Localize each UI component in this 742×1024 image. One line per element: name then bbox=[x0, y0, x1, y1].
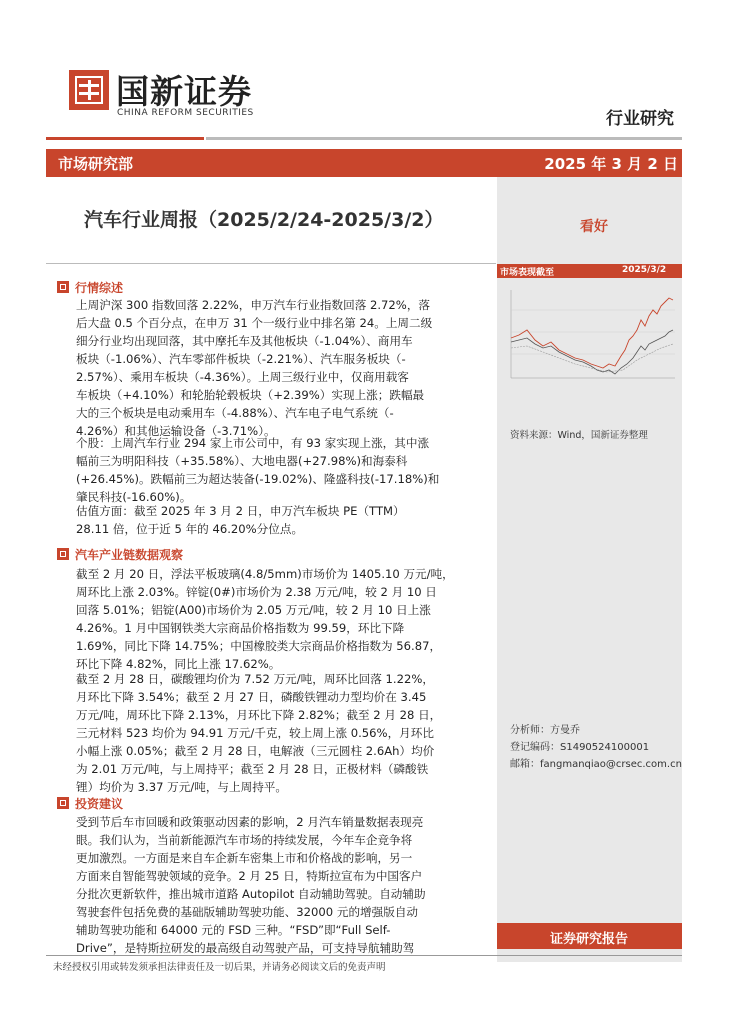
title-divider bbox=[46, 263, 496, 264]
section-icon bbox=[57, 281, 69, 293]
section-title-industry-chain: 汽车产业链数据观察 bbox=[75, 548, 184, 562]
footer-divider bbox=[46, 955, 682, 956]
paragraph: 个股：上周汽车行业 294 家上市公司中，有 93 家实现上涨，其中涨 幅前三为明阳科技（+35.58%）、大地电器(+27.98%)和海泰科 (+26.45%)。跌幅前三为超达装备(-19.02%)、隆盛科技(-17.18%)和 肇民科技(-16.60%)。 bbox=[76, 436, 440, 504]
report-type: 行业研究 bbox=[606, 109, 674, 129]
chart-date: 2025/3/2 bbox=[622, 265, 667, 275]
chart-label: 市场表现截至 bbox=[500, 268, 555, 278]
section-title-market-review: 行情综述 bbox=[75, 281, 124, 295]
header-line-accent bbox=[46, 137, 204, 140]
chart-plot bbox=[511, 290, 675, 378]
analyst-registration: 登记编码：S1490524100001 bbox=[510, 742, 650, 753]
chart-source: 资料来源：Wind，国新证券整理 bbox=[510, 430, 648, 441]
market-performance-chart bbox=[497, 280, 682, 400]
paragraph: 截至 2 月 20 日，浮法平板玻璃(4.8/5mm)市场价为 1405.10 万元/吨， 周环比上涨 2.03%。锌锭(0#)市场价为 2.38 万元/吨，较 2 月 10 日 回落 5.01%；铝锭(A00)市场价为 2.05 万元/吨，较 2 月 10 日上涨 4.26%。1 月中国钢铁类大宗商品价格指数为 99.59，环比下降 1.69%，同比下降 14.75%；中国橡胶类大宗商品价格指数为 56.87， 环比下降 4.82%，同比上涨 17.62%。 bbox=[76, 567, 454, 671]
chart-line-sector bbox=[511, 298, 673, 368]
section-title-investment-advice: 投资建议 bbox=[75, 797, 124, 811]
analyst-name: 分析师：方曼乔 bbox=[510, 725, 580, 736]
paragraph: 估值方面：截至 2025 年 3 月 2 日，申万汽车板块 PE（TTM） 28.11 倍，位于近 5 年的 46.20%分位点。 bbox=[76, 504, 405, 536]
logo-mark bbox=[69, 70, 109, 110]
paragraph: 截至 2 月 28 日，碳酸锂均价为 7.52 万元/吨，周环比回落 1.22%， 月环比下降 3.54%；截至 2 月 27 日，磷酸铁锂动力型均价在 3.45 万元/吨，周环比下降 2.13%，月环比下降 2.82%；截至 2 月 28 日， 三元材料 523 均价为 94.91 万元/千克，较上周上涨 0.56%，月环比 小幅上涨 0.05%；截至 2 月 28 日，电解液（三元圆柱 2.6Ah）均价 为 2.01 万元/吨，与上周持平；截至 2 月 28 日，正极材料（磷酸铁 锂）均价为 3.37 万元/吨，与上周持平。 bbox=[76, 672, 442, 794]
rating-badge: 看好 bbox=[580, 219, 608, 235]
disclaimer: 未经授权引用或转发须承担法律责任及一切后果，并请务必阅读文后的免责声明 bbox=[53, 962, 386, 973]
department: 市场研究部 bbox=[58, 155, 134, 173]
section-icon bbox=[57, 548, 69, 560]
analyst-email: 邮箱：fangmanqiao@crsec.com.cn bbox=[510, 759, 682, 770]
header-line bbox=[206, 137, 682, 140]
chart-line-index bbox=[511, 344, 673, 372]
brand-english-name: CHINA REFORM SECURITIES bbox=[117, 108, 254, 118]
chart-line-benchmark bbox=[511, 330, 673, 374]
paragraph: 受到节后车市回暖和政策驱动因素的影响，2 月汽车销量数据表现亮 眼。我们认为，当前新能源汽车市场的持续发展，今年车企竞争将 更加激烈。一方面是来自车企新车密集上市和价格战的影响，另一 方面来自智能驾驶领域的竞争。2 月 25 日，特斯拉宣布为中国客户 分批次更新软件，推出城市道路 Autopilot 自动辅助驾驶。自动辅助 驾驶套件包括免费的基础版辅助驾驶功能、32000 元的增强版自动 辅助驾驶功能和 64000 元的 FSD 三种。“FSD”即“Full Self- Drive”，是特斯拉研发的最高级自动驾驶产品，可支持导航辅助驾 bbox=[76, 815, 426, 955]
report-footer-label: 证券研究报告 bbox=[550, 932, 629, 947]
report-date: 2025 年 3 月 2 日 bbox=[544, 155, 678, 173]
page-title: 汽车行业周报（2025/2/24-2025/3/2） bbox=[84, 209, 444, 231]
paragraph: 上周沪深 300 指数回落 2.22%，申万汽车行业指数回落 2.72%，落 后大盘 0.5 个百分点，在申万 31 个一级行业中排名第 24。上周二级 细分行业均出现回落，其中摩托车及其他板块（-1.04%）、商用车 板块（-1.06%）、汽车零部件板块（-2.21%）、汽车服务板块（- 2.57%）、乘用车板块（-4.36%）。上周三级行业中，仅商用载客 车板块（+4.10%）和轮胎轮毂板块（+2.39%）实现上涨；跌幅最 大的三个板块是电动乘用车（-4.88%）、汽车电子电气系统（- 4.26%）和其他运输设备（-3.71%）。 bbox=[76, 298, 433, 438]
section-icon bbox=[57, 797, 69, 809]
brand-name: 国新证券 bbox=[116, 72, 252, 111]
